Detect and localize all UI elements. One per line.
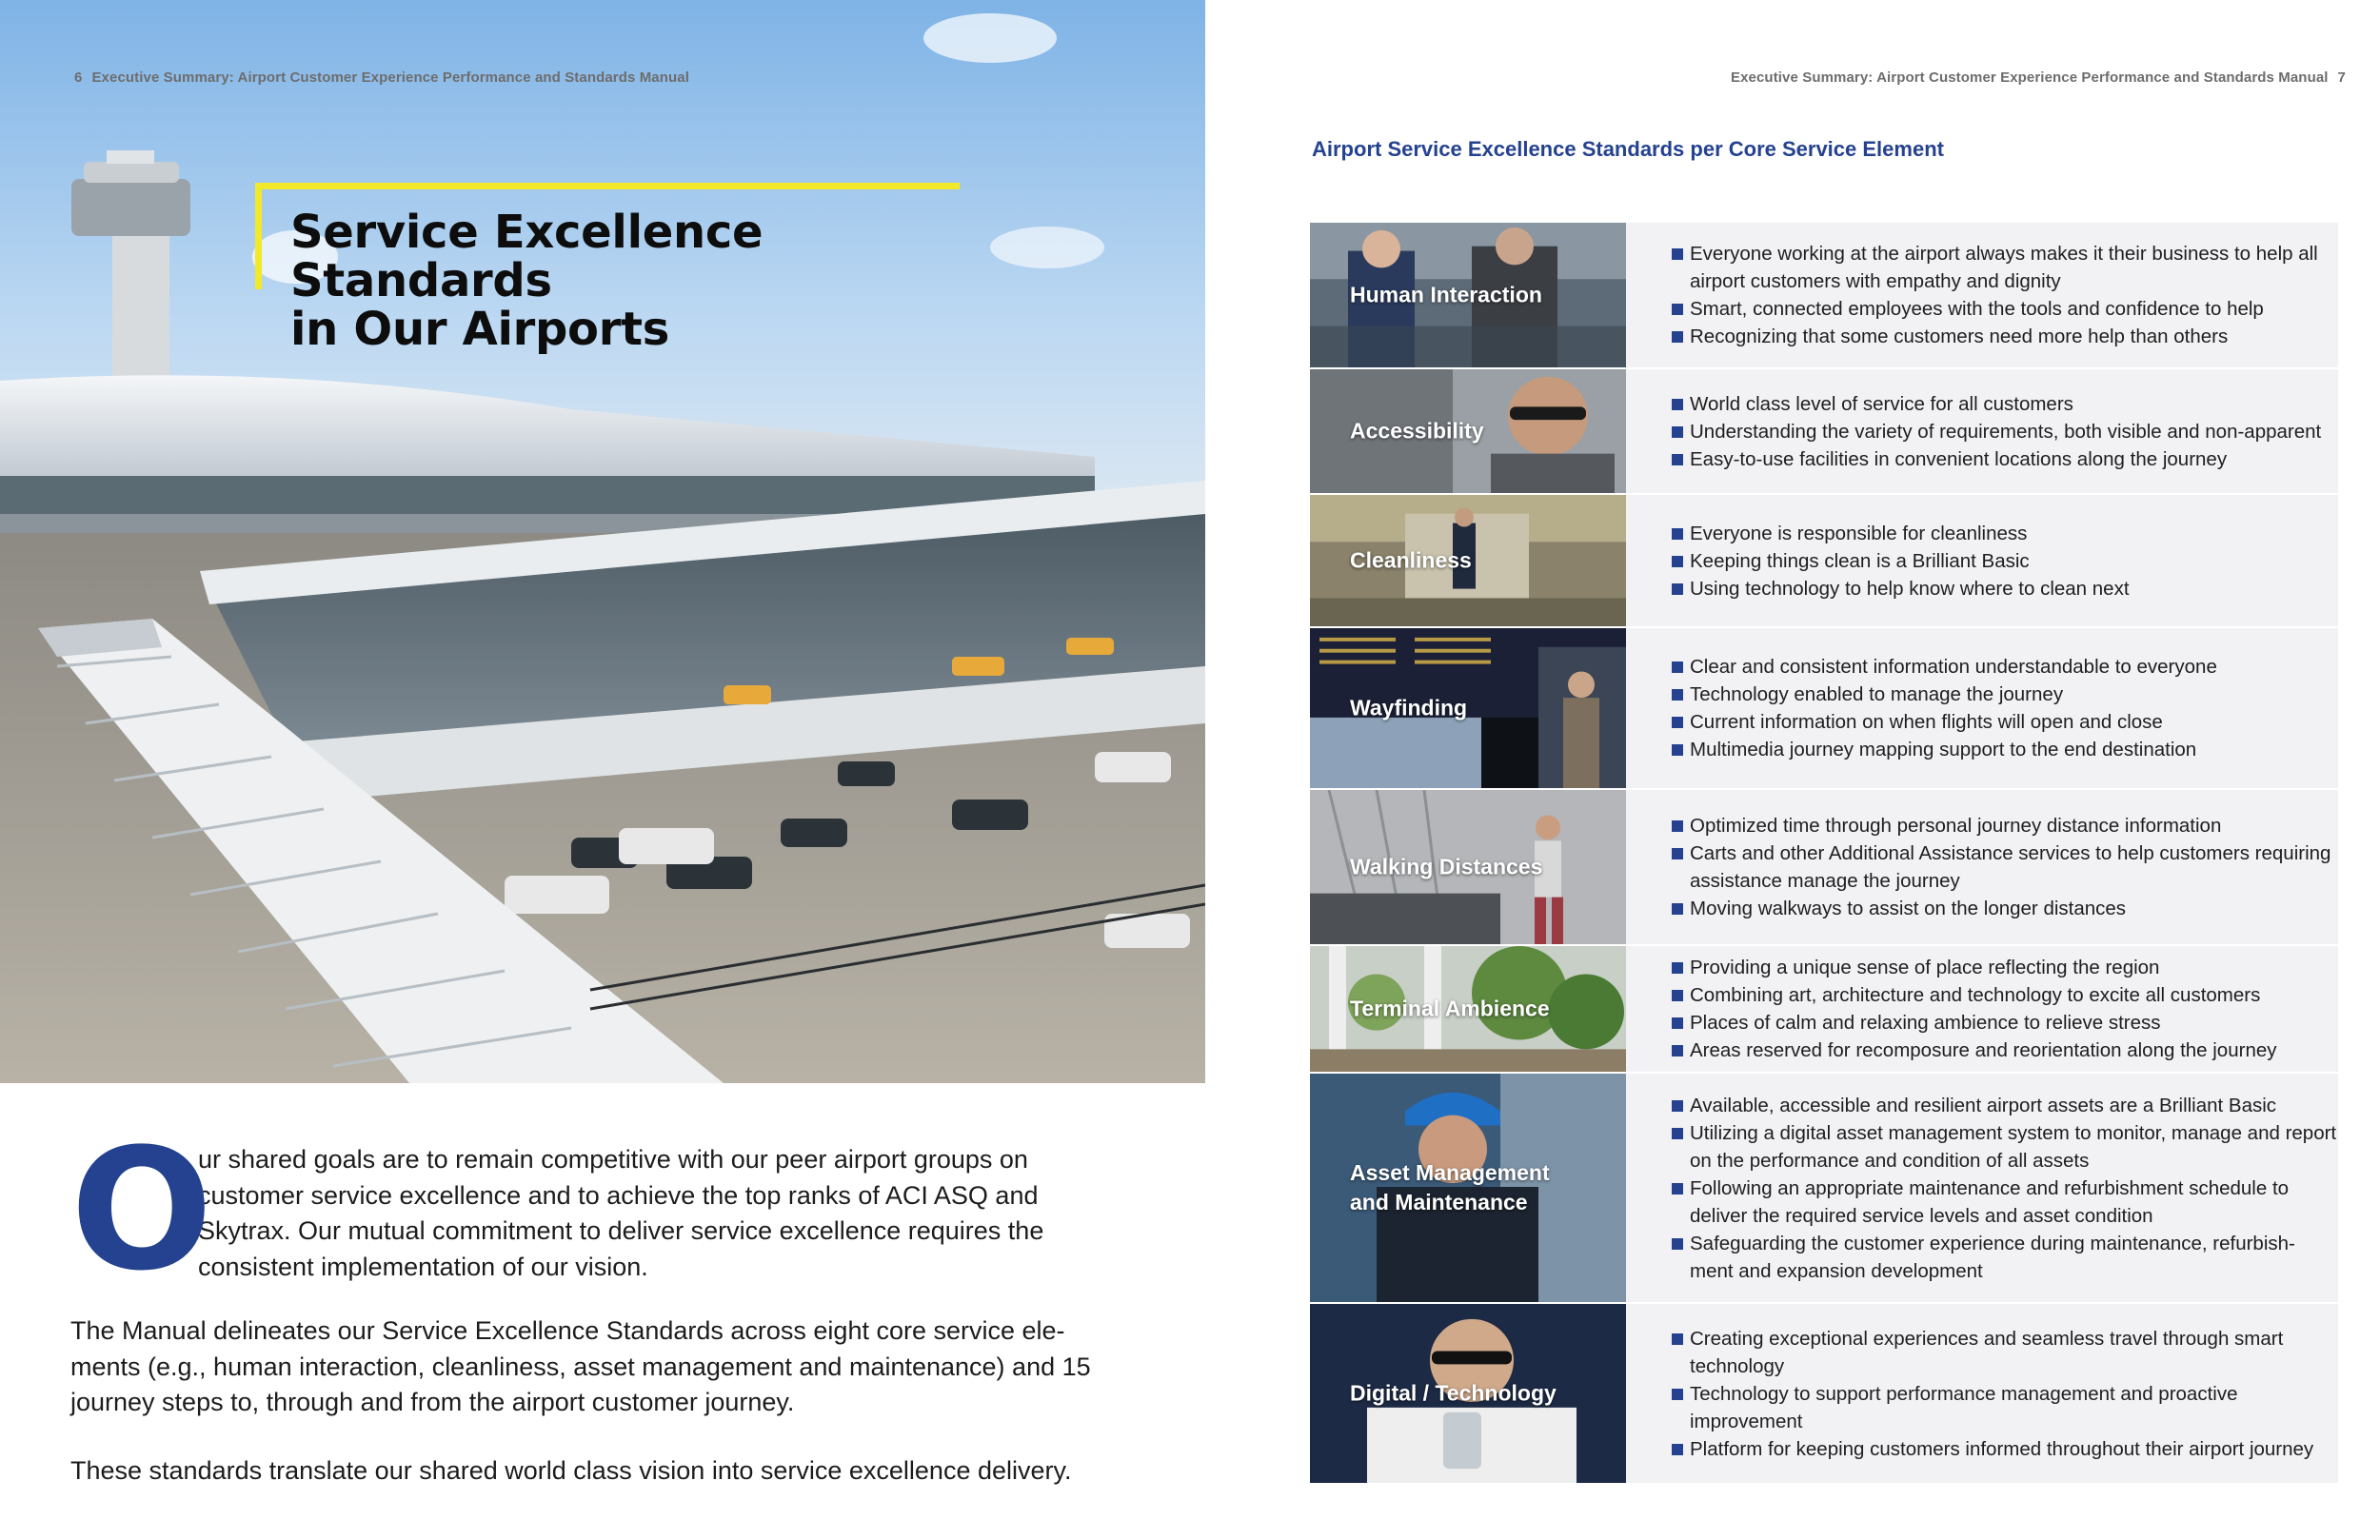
- table-row: [1310, 1304, 2338, 1485]
- list-item: Everyone is responsible for cleanliness: [1672, 520, 2338, 547]
- row-image-walking-distances: [1310, 790, 1626, 944]
- row-image-asset-management: [1310, 1074, 1626, 1302]
- row-items-terminal-ambience: [1626, 946, 2338, 1072]
- title-block: [255, 183, 960, 356]
- row-label-walking-distances: Walking Distances: [1350, 854, 1543, 879]
- table-row: [1310, 369, 2338, 495]
- list-item: Carts and other Additional Assistance services to help customers requiring assistance manage the journey: [1672, 839, 2338, 895]
- table-row: [1310, 628, 2338, 790]
- list-item: Technology to support performance management and proactive improvement: [1672, 1380, 2338, 1435]
- table-row: [1310, 790, 2338, 946]
- row-items-accessibility: [1626, 369, 2338, 493]
- row-image-digital-technology: [1310, 1304, 1626, 1483]
- row-image-terminal-ambience: [1310, 946, 1626, 1072]
- row-label-terminal-ambience: Terminal Ambience: [1350, 996, 1550, 1021]
- running-head-right: [1731, 69, 2346, 86]
- running-head-text-left: Executive Summary: Airport Customer Experience Performance and Standards Manual: [91, 69, 689, 86]
- page-title-line2: in Our Airports: [290, 303, 669, 356]
- row-label-asset-management: [1350, 1158, 1550, 1217]
- table-row: [1310, 495, 2338, 628]
- row-label-cleanliness: Cleanliness: [1350, 547, 1472, 573]
- list-item: Multimedia journey mapping support to the end destination: [1672, 736, 2338, 763]
- body-paragraph-3: These standards translate our shared world class vision into service excellence delivery.: [70, 1456, 1072, 1485]
- row-items-asset-management: [1626, 1074, 2338, 1302]
- row-label-human-interaction: Human Interaction: [1350, 282, 1542, 307]
- row-image-cleanliness: [1310, 495, 1626, 626]
- page-title-line1: Service Excellence Standards: [290, 206, 764, 307]
- row-label-digital-technology: Digital / Technology: [1350, 1380, 1557, 1406]
- list-item: Keeping things clean is a Brilliant Basic: [1672, 547, 2338, 575]
- list-item: World class level of service for all customers: [1672, 390, 2338, 418]
- list-item: Combining art, architecture and technology to excite all customers: [1672, 981, 2338, 1009]
- list-item: Easy-to-use facilities in convenient locations along the journey: [1672, 445, 2338, 473]
- page-number-left: 6: [74, 69, 83, 86]
- page-title: [290, 208, 960, 354]
- table-row: [1310, 1074, 2338, 1304]
- row-label-asset-management-line2: and Maintenance: [1350, 1190, 1528, 1214]
- list-item: Optimized time through personal journey distance information: [1672, 812, 2338, 839]
- list-item: Following an appropriate maintenance and refurbishment schedule to deliver the required service levels and asset condition: [1672, 1175, 2338, 1230]
- list-item: Areas reserved for recomposure and reorientation along the journey: [1672, 1037, 2338, 1064]
- service-elements-table: [1310, 223, 2338, 1485]
- row-items-digital-technology: [1626, 1304, 2338, 1483]
- table-row: [1310, 946, 2338, 1074]
- section-title: Airport Service Excellence Standards per Core Service Element: [1312, 137, 1944, 161]
- list-item: Places of calm and relaxing ambience to relieve stress: [1672, 1009, 2338, 1037]
- page-number-right: 7: [2337, 69, 2346, 86]
- list-item: Moving walkways to assist on the longer distances: [1672, 895, 2338, 922]
- row-label-accessibility: Accessibility: [1350, 418, 1484, 444]
- airport-terminal-illustration: [0, 0, 1205, 1083]
- row-items-human-interaction: [1626, 223, 2338, 367]
- row-items-cleanliness: [1626, 495, 2338, 626]
- row-image-accessibility: [1310, 369, 1626, 493]
- list-item: Using technology to help know where to clean next: [1672, 575, 2338, 602]
- list-item: Safeguarding the customer experience during maintenance, refurbish-ment and expansion development: [1672, 1230, 2338, 1285]
- table-row: [1310, 223, 2338, 369]
- list-item: Platform for keeping customers informed throughout their airport journey: [1672, 1435, 2338, 1463]
- row-image-wayfinding: [1310, 628, 1626, 788]
- list-item: Creating exceptional experiences and seamless travel through smart technology: [1672, 1325, 2338, 1380]
- list-item: Everyone working at the airport always makes it their business to help all airport customers with empathy and dignity: [1672, 240, 2338, 295]
- airport-terminal-photo: [0, 0, 1205, 1083]
- list-item: Available, accessible and resilient airport assets are a Brilliant Basic: [1672, 1092, 2338, 1119]
- list-item: Recognizing that some customers need more help than others: [1672, 323, 2338, 350]
- intro-paragraph-block: [70, 1113, 1099, 1308]
- running-head-left: [74, 69, 689, 86]
- row-items-wayfinding: [1626, 628, 2338, 788]
- right-page: [1205, 0, 2380, 1540]
- list-item: Technology enabled to manage the journey: [1672, 681, 2338, 708]
- list-item: Providing a unique sense of place reflecting the region: [1672, 954, 2338, 981]
- list-item: Understanding the variety of requirements, both visible and non-apparent: [1672, 418, 2338, 445]
- list-item: Smart, connected employees with the tools and confidence to help: [1672, 295, 2338, 323]
- row-label-asset-management-line1: Asset Management: [1350, 1160, 1550, 1185]
- body-paragraph-2: The Manual delineates our Service Excellence Standards across eight core service ele-ments (e.g., human interaction, cleanliness, asset management and maintenance) and 15 journey steps to, through and from the airport customer journey.: [70, 1316, 1091, 1416]
- row-items-walking-distances: [1626, 790, 2338, 944]
- drop-cap: O: [70, 1113, 213, 1308]
- running-head-text-right: Executive Summary: Airport Customer Experience Performance and Standards Manual: [1731, 69, 2329, 86]
- intro-paragraph: ur shared goals are to remain competitive with our peer airport groups on customer service excellence and to achieve the top ranks of ACI ASQ and Skytrax. Our mutual commitment to deliver service excellence requires the consistent implementation of our vision.: [198, 1145, 1044, 1281]
- list-item: Clear and consistent information understandable to everyone: [1672, 653, 2338, 681]
- list-item: Utilizing a digital asset management system to monitor, manage and report on the performance and condition of all assets: [1672, 1119, 2338, 1175]
- list-item: Current information on when flights will open and close: [1672, 708, 2338, 736]
- row-image-human-interaction: [1310, 223, 1626, 367]
- row-label-wayfinding: Wayfinding: [1350, 695, 1468, 721]
